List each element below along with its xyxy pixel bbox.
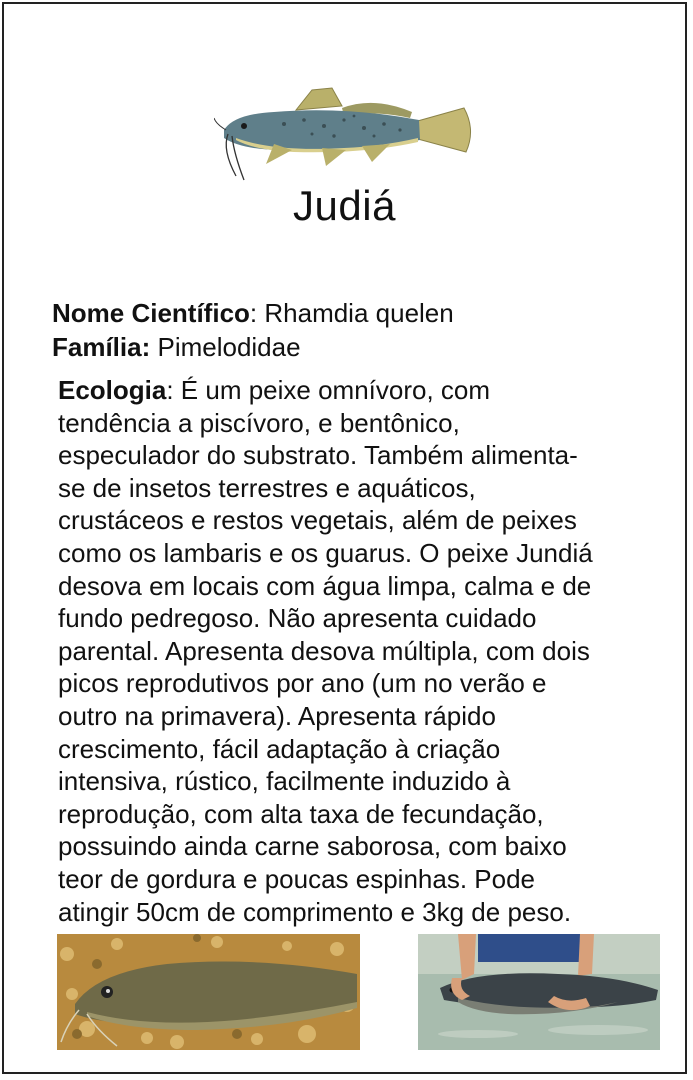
ecology-label: Ecologia	[58, 375, 167, 405]
species-title: Judiá	[293, 182, 396, 229]
scientific-name-value: : Rhamdia quelen	[249, 298, 454, 328]
ecology-paragraph	[58, 374, 658, 928]
catfish-on-gravel-photo	[57, 934, 360, 1050]
scientific-name-row	[52, 296, 454, 330]
species-meta	[52, 296, 454, 364]
species-card	[2, 2, 687, 1074]
ecology-text: : É um peixe omnívoro, com tendência a piscívoro, e bentônico, especulador do substrato. Também alimenta- se de insetos terrestres e aquáticos, crustáceos e restos vegetais, além de peixes como os lambaris e os guarus. O peixe Jundiá desova em locais com água limpa, calma e de fundo pedregoso. Não apresenta cuidado parental. Apresenta desova múltipla, com dois picos reprodutivos por ano (um no verão e outro na primavera). Apresenta rápido crescimento, fácil adaptação à criação intensiva, rústico, facilmente induzido à reprodução, com alta taxa de fecundação, possuindo ainda carne saborosa, com baixo teor de gordura e poucas espinhas. Pode atingir 50cm de comprimento e 3kg de peso.	[58, 375, 593, 927]
catfish-held-in-water-photo	[418, 934, 660, 1050]
family-value: Pimelodidae	[150, 332, 301, 362]
scientific-name-label: Nome Científico	[52, 298, 250, 328]
family-row	[52, 330, 454, 364]
catfish-illustration	[214, 80, 479, 190]
family-label: Família:	[52, 332, 151, 362]
